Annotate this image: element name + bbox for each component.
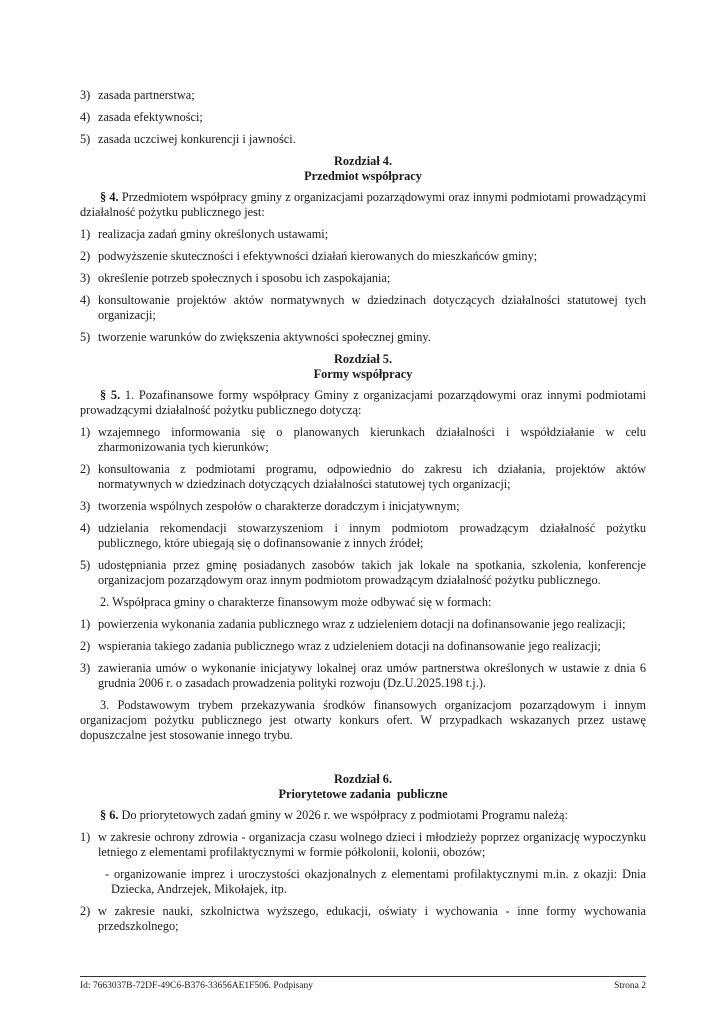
- list-item: [80, 830, 646, 860]
- list-item: [80, 249, 646, 264]
- page-number: Strona 2: [614, 981, 646, 991]
- list-item: [80, 330, 646, 345]
- item-text: podwyższenie skuteczności i efektywności działań kierowanych do mieszkańców gminy;: [98, 249, 538, 263]
- paragraph: [80, 190, 646, 220]
- item-text: zasada uczciwej konkurencji i jawności.: [98, 132, 296, 146]
- item-number: 3): [80, 271, 91, 285]
- item-number: 3): [80, 88, 91, 102]
- chapter-title: Rozdział 6.: [333, 772, 393, 786]
- list-item: [80, 110, 646, 125]
- chapter-heading: [80, 772, 646, 802]
- list-item: [80, 904, 646, 934]
- paragraph-text: Przedmiotem współpracy gminy z organizacjami pozarządowymi oraz innymi podmiotami prowadzącymi działalność pożytku publicznego jest:: [80, 190, 646, 219]
- item-text: udzielania rekomendacji stowarzyszeniom i innym podmiotom prowadzącym działalność pożytku publicznego, które ubiegają się o dofinansowanie z innych źródeł;: [98, 521, 646, 550]
- item-text: konsultowania z podmiotami programu, odpowiednio do zakresu ich działania, projektów aktów normatywnych w dziedzinach dotyczących działalności statutowej tych organizacji;: [98, 462, 646, 491]
- item-text: określenie potrzeb społecznych i sposobu ich zaspokajania;: [98, 271, 391, 285]
- list-item: [80, 271, 646, 286]
- list-item: [80, 661, 646, 691]
- footer-divider: [80, 976, 646, 977]
- item-number: 5): [80, 558, 91, 572]
- list-item: [80, 293, 646, 323]
- paragraph-text: Do priorytetowych zadań gminy w 2026 r. we współpracy z podmiotami Programu należą:: [118, 808, 568, 822]
- list-item: [80, 462, 646, 492]
- list-item: [80, 617, 646, 632]
- item-text: realizacja zadań gminy określonych ustawami;: [98, 227, 329, 241]
- chapter-heading: [80, 154, 646, 184]
- item-text: udostępniania przez gminę posiadanych zasobów takich jak lokale na spotkania, szkolenia, konferencje organizacjom pozarządowym oraz innym podmiotom prowadzącym działalność pożytku publicznego.: [98, 558, 646, 587]
- paragraph-mark: § 6.: [100, 808, 119, 822]
- list-item: [80, 227, 646, 242]
- paragraph-mark: § 4.: [100, 190, 119, 204]
- item-text: tworzenie warunków do zwiększenia aktywności społecznej gminy.: [98, 330, 431, 344]
- list-item: [80, 521, 646, 551]
- item-number: 5): [80, 330, 91, 344]
- item-text: konsultowanie projektów aktów normatywnych w dziedzinach dotyczących działalności statutowej tych organizacji;: [98, 293, 646, 322]
- item-text: w zakresie nauki, szkolnictwa wyższego, edukacji, oświaty i wychowania - inne formy wychowania przedszkolnego;: [98, 904, 646, 933]
- item-number: 2): [80, 462, 91, 476]
- item-number: 4): [80, 110, 91, 124]
- item-number: 2): [80, 904, 91, 918]
- item-number: 1): [80, 425, 91, 439]
- page-footer: [80, 981, 646, 991]
- item-text: powierzenia wykonania zadania publicznego wraz z udzieleniem dotacji na dofinansowanie jego realizacji;: [98, 617, 626, 631]
- list-item: [80, 132, 646, 147]
- item-number: 4): [80, 521, 91, 535]
- paragraph-text: 1. Pozafinansowe formy współpracy Gminy z organizacjami pozarządowymi oraz innymi podmiotami prowadzącymi działalność pożytku publicznego dotyczą:: [80, 388, 646, 417]
- document-id: Id: 7663037B-72DF-49C6-B376-33656AE1F506. Podpisany: [80, 981, 314, 991]
- paragraph: [80, 388, 646, 418]
- list-item: [80, 425, 646, 455]
- item-number: 2): [80, 639, 91, 653]
- list-item: [80, 499, 646, 514]
- paragraph: 2. Współpraca gminy o charakterze finansowym może odbywać się w formach:: [100, 595, 492, 609]
- list-item: [80, 558, 646, 588]
- item-text: wzajemnego informowania się o planowanych kierunkach działalności i współdziałanie w celu zharmonizowania tych kierunków;: [98, 425, 646, 454]
- document-page: [80, 88, 646, 941]
- item-number: 1): [80, 830, 91, 844]
- chapter-title: Rozdział 4.: [333, 154, 393, 168]
- paragraph: 3. Podstawowym trybem przekazywania środków finansowych organizacjom pozarządowym i innym organizacjom pożytku publicznego jest otwarty konkurs ofert. W przypadkach wskazanych przez ustawę dopuszczalne jest stosowanie innego trybu.: [80, 698, 646, 742]
- item-number: 3): [80, 661, 91, 675]
- chapter-title: Rozdział 5.: [333, 352, 393, 366]
- list-item: [80, 639, 646, 654]
- paragraph: [80, 808, 646, 823]
- item-text: zasada partnerstwa;: [98, 88, 195, 102]
- item-text: tworzenia wspólnych zespołów o charakterze doradczym i inicjatywnym;: [98, 499, 460, 513]
- item-number: 1): [80, 617, 91, 631]
- chapter-heading: [80, 352, 646, 382]
- item-text: wspierania takiego zadania publicznego wraz z udzieleniem dotacji na dofinansowanie jego realizacji;: [98, 639, 601, 653]
- item-number: 1): [80, 227, 91, 241]
- list-item: [80, 88, 646, 103]
- chapter-subtitle: Przedmiot współpracy: [304, 169, 422, 183]
- sub-item: - organizowanie imprez i uroczystości okazjonalnych z elementami profilaktycznymi m.in. z okazji: Dnia Dziecka, Andrzejek, Mikołajek, itp.: [105, 867, 646, 896]
- item-text: zawierania umów o wykonanie inicjatywy lokalnej oraz umów partnerstwa określonych w ustawie z dnia 6 grudnia 2006 r. o zasadach prowadzenia polityki rozwoju (Dz.U.2025.198 t.j.).: [98, 661, 646, 690]
- item-number: 4): [80, 293, 91, 307]
- chapter-subtitle: Formy współpracy: [313, 367, 413, 381]
- item-text: zasada efektywności;: [98, 110, 203, 124]
- item-number: 5): [80, 132, 91, 146]
- paragraph-mark: § 5.: [100, 388, 121, 402]
- item-number: 3): [80, 499, 91, 513]
- item-number: 2): [80, 249, 91, 263]
- chapter-subtitle: Priorytetowe zadania publiczne: [278, 787, 448, 801]
- item-text: w zakresie ochrony zdrowia - organizacja czasu wolnego dzieci i młodzieży poprzez organizację wypoczynku letniego z elementami profilaktycznymi w formie półkolonii, kolonii, obozów;: [98, 830, 646, 859]
